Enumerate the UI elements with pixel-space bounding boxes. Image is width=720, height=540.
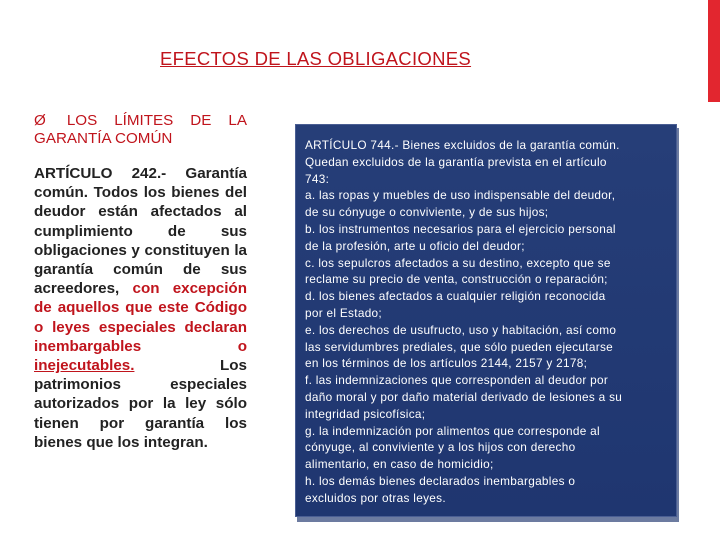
panel-line: h. los demás bienes declarados inembargables o — [305, 473, 576, 488]
panel-line: a. las ropas y muebles de uso indispensable del deudor, — [305, 188, 616, 203]
panel-line: de su cónyuge o conviviente, y de sus hijos; — [305, 205, 549, 220]
panel-line: 743: — [305, 171, 330, 186]
panel-line: excluidos por otras leyes. — [305, 490, 446, 505]
accent-bar — [708, 0, 720, 102]
article-242-text — [34, 164, 247, 452]
panel-line: ARTÍCULO 744.- Bienes excluidos de la garantía común. — [305, 138, 620, 152]
arrow-bullet-icon: Ø — [34, 112, 46, 129]
panel-line: g. la indemnización por alimentos que corresponde al — [305, 423, 600, 438]
panel-line: b. los instrumentos necesarios para el ejercicio personal — [305, 221, 616, 236]
article-242-exception: con excepción de aquellos que este Código o leyes especiales declaran inembargables o — [34, 280, 247, 355]
panel-line: d. los bienes afectados a cualquier religión reconocida — [305, 289, 606, 304]
panel-line: reclame su precio de venta, construcción o reparación; — [305, 272, 608, 287]
article-242-inejecutables: inejecutables. — [34, 357, 135, 375]
panel-line: en los términos de los artículos 2144, 2157 y 2178; — [305, 356, 588, 371]
article-744-text — [305, 137, 667, 507]
panel-line: cónyuge, al conviviente y a los hijos con derecho — [305, 440, 576, 455]
panel-line: integridad psicofísica; — [305, 406, 426, 421]
panel-line: de la profesión, arte u oficio del deudor; — [305, 238, 525, 253]
panel-line: f. las indemnizaciones que corresponden al deudor por — [305, 373, 609, 388]
panel-line: las servidumbres prediales, que sólo pueden ejecutarse — [305, 339, 614, 354]
panel-line: Quedan excluidos de la garantía prevista en el artículo — [305, 154, 607, 169]
article-242-end: Los patrimonios especiales autorizados por la ley sólo tienen por garantía los bienes que los integran. — [34, 357, 247, 451]
panel-line: daño moral y por daño material derivado de lesiones a su — [305, 389, 623, 404]
panel-line: alimentario, en caso de homicidio; — [305, 457, 494, 472]
section-heading-text: LOS LÍMITES DE LA GARANTÍA COMÚN — [34, 112, 247, 147]
article-242-main: ARTÍCULO 242.- Garantía común. Todos los bienes del deudor están afectados al cumplimiento de sus obligaciones y constituyen la garantía común de sus acreedores, — [34, 165, 247, 298]
panel-line: por el Estado; — [305, 305, 382, 320]
left-column — [34, 112, 247, 452]
panel-line: e. los derechos de usufructo, uso y habitación, así como — [305, 322, 617, 337]
section-heading — [34, 112, 247, 148]
panel-line: c. los sepulcros afectados a su destino, excepto que se — [305, 255, 611, 270]
page-title: EFECTOS DE LAS OBLIGACIONES — [160, 48, 472, 69]
